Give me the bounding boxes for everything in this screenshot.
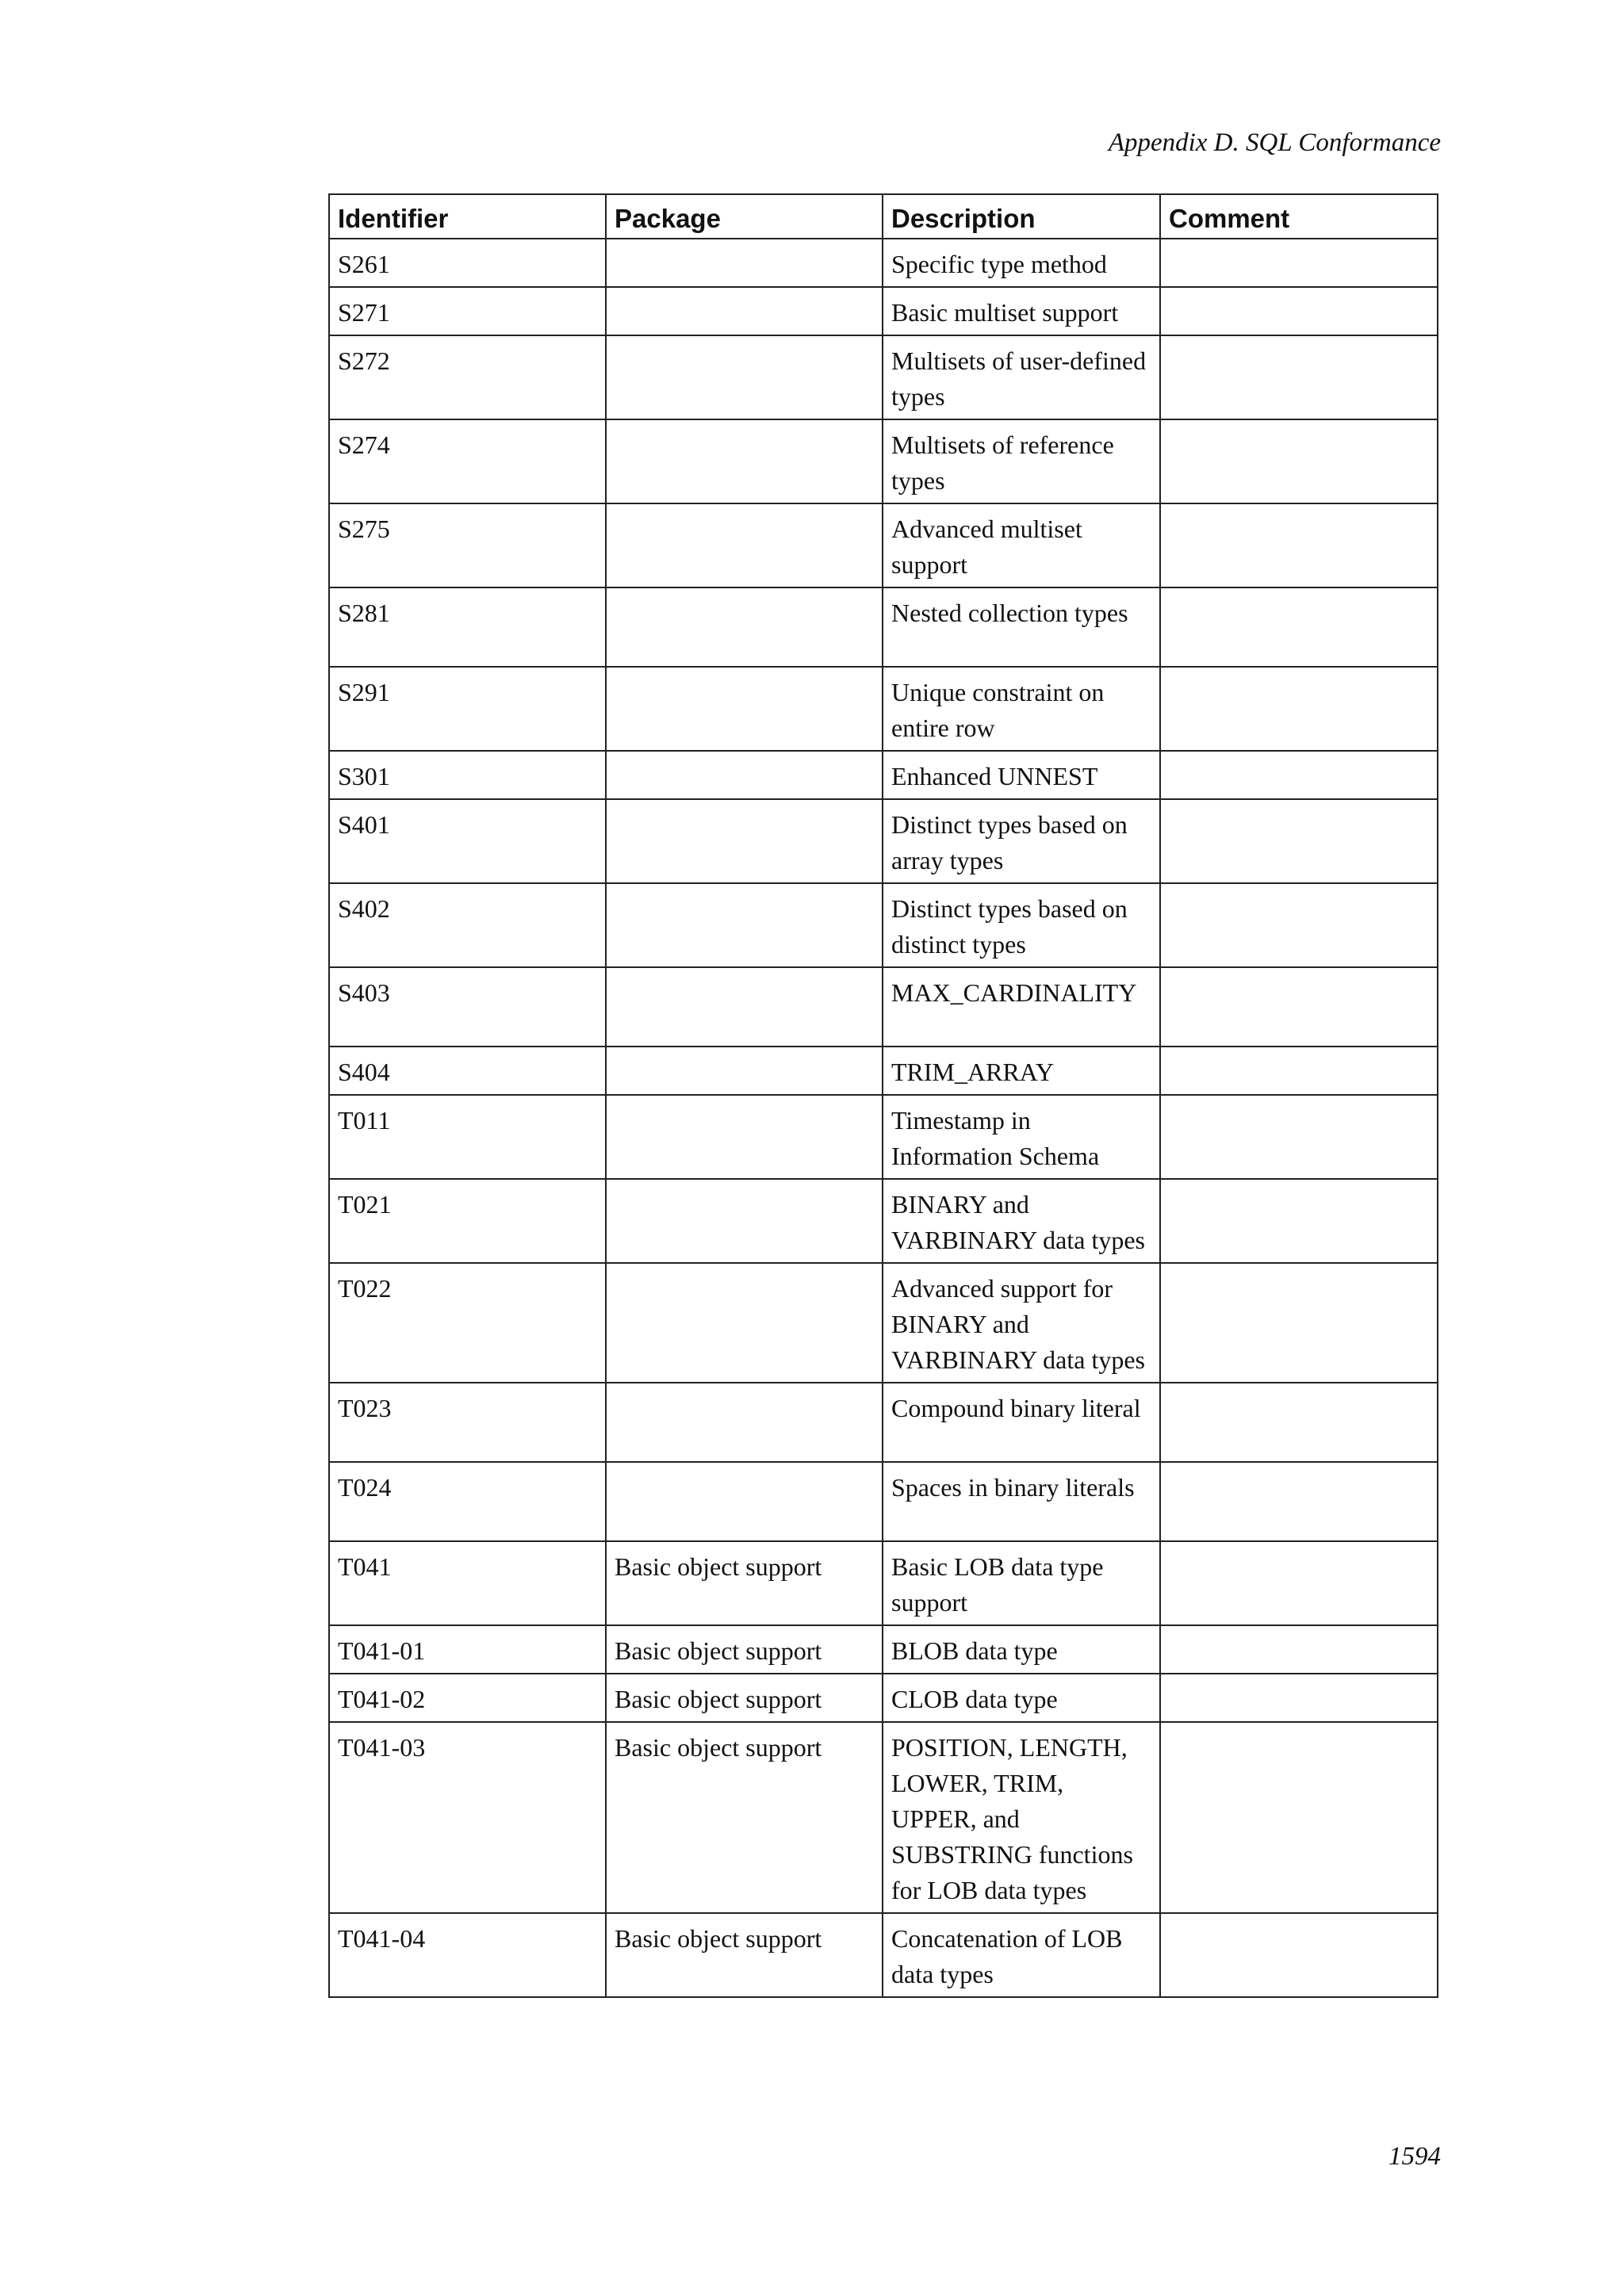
cell-comment (1160, 587, 1438, 667)
table-row (329, 1462, 1438, 1541)
cell-description: CLOB data type (883, 1674, 1160, 1722)
cell-identifier: S402 (329, 883, 606, 967)
cell-description: Timestamp in Information Schema (883, 1095, 1160, 1179)
cell-description: Basic LOB data type support (883, 1541, 1160, 1625)
cell-comment (1160, 799, 1438, 883)
cell-comment (1160, 1625, 1438, 1674)
cell-package (606, 667, 883, 751)
cell-description: MAX_CARDINALITY (883, 967, 1160, 1047)
header-comment: Comment (1160, 194, 1438, 239)
cell-package (606, 883, 883, 967)
cell-package (606, 239, 883, 287)
cell-description: Basic multiset support (883, 287, 1160, 335)
cell-identifier: T023 (329, 1383, 606, 1462)
table-row (329, 1383, 1438, 1462)
table-header-row (329, 194, 1438, 239)
cell-comment (1160, 883, 1438, 967)
table-row (329, 1625, 1438, 1674)
cell-identifier: S281 (329, 587, 606, 667)
table-row (329, 1722, 1438, 1913)
cell-identifier: T011 (329, 1095, 606, 1179)
cell-comment (1160, 287, 1438, 335)
cell-package (606, 1383, 883, 1462)
cell-description: Enhanced UNNEST (883, 751, 1160, 799)
table-row (329, 799, 1438, 883)
cell-identifier: S403 (329, 967, 606, 1047)
cell-identifier: S272 (329, 335, 606, 419)
cell-identifier: T024 (329, 1462, 606, 1541)
cell-description: Advanced multiset support (883, 503, 1160, 587)
cell-description: Concatenation of LOB data types (883, 1913, 1160, 1997)
cell-identifier: S301 (329, 751, 606, 799)
cell-package (606, 1263, 883, 1383)
cell-identifier: S404 (329, 1047, 606, 1095)
cell-comment (1160, 1674, 1438, 1722)
cell-comment (1160, 1047, 1438, 1095)
cell-package (606, 1047, 883, 1095)
cell-comment (1160, 1722, 1438, 1913)
table-row (329, 335, 1438, 419)
cell-comment (1160, 667, 1438, 751)
cell-description: Advanced support for BINARY and VARBINARY data types (883, 1263, 1160, 1383)
cell-description: Multisets of user-defined types (883, 335, 1160, 419)
cell-description: BLOB data type (883, 1625, 1160, 1674)
cell-identifier: T041 (329, 1541, 606, 1625)
cell-identifier: S274 (329, 419, 606, 503)
table-row (329, 1047, 1438, 1095)
cell-identifier: S271 (329, 287, 606, 335)
table-row (329, 967, 1438, 1047)
table-row (329, 1179, 1438, 1263)
cell-description: Multisets of reference types (883, 419, 1160, 503)
cell-description: Unique constraint on entire row (883, 667, 1160, 751)
cell-description: Nested collection types (883, 587, 1160, 667)
cell-package: Basic object support (606, 1722, 883, 1913)
table-row (329, 239, 1438, 287)
cell-identifier: S291 (329, 667, 606, 751)
cell-comment (1160, 1179, 1438, 1263)
cell-identifier: T041-03 (329, 1722, 606, 1913)
cell-description: TRIM_ARRAY (883, 1047, 1160, 1095)
cell-comment (1160, 751, 1438, 799)
header-identifier: Identifier (329, 194, 606, 239)
table-row (329, 419, 1438, 503)
cell-identifier: T021 (329, 1179, 606, 1263)
cell-identifier: S261 (329, 239, 606, 287)
table-row (329, 587, 1438, 667)
table-row (329, 883, 1438, 967)
table-row (329, 1095, 1438, 1179)
cell-package (606, 335, 883, 419)
cell-comment (1160, 1095, 1438, 1179)
cell-package: Basic object support (606, 1674, 883, 1722)
cell-identifier: T041-01 (329, 1625, 606, 1674)
header-description: Description (883, 194, 1160, 239)
cell-comment (1160, 1263, 1438, 1383)
cell-comment (1160, 419, 1438, 503)
cell-package: Basic object support (606, 1625, 883, 1674)
cell-description: POSITION, LENGTH, LOWER, TRIM, UPPER, and SUBSTRING functions for LOB data types (883, 1722, 1160, 1913)
cell-description: Specific type method (883, 239, 1160, 287)
header-package: Package (606, 194, 883, 239)
cell-package (606, 587, 883, 667)
table-row (329, 1263, 1438, 1383)
cell-package (606, 1095, 883, 1179)
cell-package (606, 287, 883, 335)
sql-conformance-table (328, 193, 1438, 1998)
cell-package (606, 799, 883, 883)
cell-identifier: T022 (329, 1263, 606, 1383)
cell-package (606, 1179, 883, 1263)
cell-comment (1160, 1383, 1438, 1462)
cell-description: Distinct types based on distinct types (883, 883, 1160, 967)
table-row (329, 1913, 1438, 1997)
page-number: 1594 (1388, 2142, 1441, 2171)
cell-identifier: S401 (329, 799, 606, 883)
cell-comment (1160, 967, 1438, 1047)
running-head: Appendix D. SQL Conformance (1108, 128, 1441, 157)
cell-description: Compound binary literal (883, 1383, 1160, 1462)
table-row (329, 287, 1438, 335)
cell-package: Basic object support (606, 1541, 883, 1625)
cell-comment (1160, 1541, 1438, 1625)
cell-comment (1160, 503, 1438, 587)
cell-identifier: T041-02 (329, 1674, 606, 1722)
cell-identifier: S275 (329, 503, 606, 587)
table-row (329, 503, 1438, 587)
cell-package (606, 751, 883, 799)
cell-package (606, 503, 883, 587)
table-row (329, 1674, 1438, 1722)
cell-description: Spaces in binary literals (883, 1462, 1160, 1541)
cell-package (606, 419, 883, 503)
cell-comment (1160, 335, 1438, 419)
cell-identifier: T041-04 (329, 1913, 606, 1997)
table-row (329, 1541, 1438, 1625)
cell-package (606, 967, 883, 1047)
cell-package (606, 1462, 883, 1541)
cell-description: Distinct types based on array types (883, 799, 1160, 883)
cell-comment (1160, 1462, 1438, 1541)
cell-comment (1160, 1913, 1438, 1997)
table-row (329, 667, 1438, 751)
cell-comment (1160, 239, 1438, 287)
table-row (329, 751, 1438, 799)
cell-package: Basic object support (606, 1913, 883, 1997)
cell-description: BINARY and VARBINARY data types (883, 1179, 1160, 1263)
